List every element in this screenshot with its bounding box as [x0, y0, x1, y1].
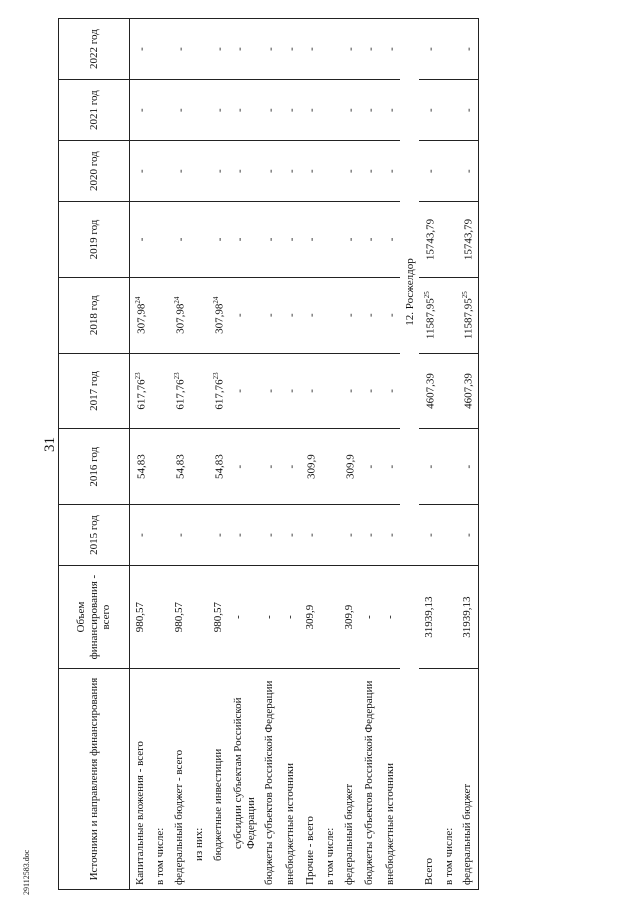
- row-year-value: [380, 353, 400, 429]
- header-year: 2022 год: [59, 19, 130, 80]
- row-year-value: [228, 277, 259, 353]
- header-year: 2018 год: [59, 277, 130, 353]
- page-number: 31: [42, 437, 58, 452]
- cell-value: -: [285, 313, 298, 318]
- row-year-value: [130, 353, 151, 429]
- row-label: внебюджетные источники: [280, 669, 300, 890]
- row-year-value: [419, 505, 439, 566]
- row-total: 309,9: [339, 566, 359, 669]
- cell-value: -: [463, 108, 476, 112]
- row-year-value: [320, 277, 339, 353]
- row-year-value: [300, 80, 320, 141]
- row-year-value: [339, 505, 359, 566]
- row-year-value: [259, 429, 279, 505]
- row-year-value: [457, 141, 478, 202]
- row-year-value: [419, 202, 439, 278]
- row-year-value: [380, 202, 400, 278]
- row-year-value: [208, 19, 228, 80]
- cell-value: 4607,39: [463, 373, 476, 409]
- cell-value: 11587,95: [463, 298, 476, 340]
- row-year-value: [259, 141, 279, 202]
- row-year-value: [439, 353, 458, 429]
- row-total: -: [228, 566, 259, 669]
- row-year-value: [150, 19, 169, 80]
- footnote-ref: 23: [211, 372, 220, 380]
- row-year-value: [169, 202, 189, 278]
- cell-value: -: [385, 47, 398, 51]
- row-year-value: [228, 80, 259, 141]
- row-label: федеральный бюджет: [339, 669, 359, 890]
- row-year-value: [439, 141, 458, 202]
- row-year-value: [457, 19, 478, 80]
- cell-value: -: [364, 108, 377, 112]
- cell-value: -: [305, 313, 318, 318]
- table-row: [419, 19, 439, 890]
- cell-value: -: [174, 108, 187, 112]
- row-year-value: [300, 141, 320, 202]
- table-container: [58, 18, 562, 890]
- row-year-value: [189, 202, 208, 278]
- row-year-value: [339, 19, 359, 80]
- row-year-value: [300, 202, 320, 278]
- row-year-value: [359, 202, 379, 278]
- cell-value: -: [385, 313, 398, 318]
- cell-value: 309,9: [305, 454, 318, 480]
- row-year-value: [169, 429, 189, 505]
- cell-value: -: [285, 169, 298, 173]
- row-year-value: [228, 19, 259, 80]
- row-year-value: [130, 19, 151, 80]
- cell-value: -: [305, 47, 318, 51]
- row-year-value: [259, 505, 279, 566]
- cell-value: 15743,79: [463, 218, 476, 261]
- row-year-value: [189, 19, 208, 80]
- cell-value: -: [174, 169, 187, 173]
- row-year-value: [169, 277, 189, 353]
- cell-value: -: [344, 108, 357, 112]
- cell-value: -: [364, 389, 377, 393]
- cell-value: -: [463, 533, 476, 537]
- cell-value: -: [233, 389, 246, 393]
- header-year: 2017 год: [59, 353, 130, 429]
- row-year-value: [359, 429, 379, 505]
- row-year-value: [300, 429, 320, 505]
- cell-value: 309,9: [344, 454, 357, 480]
- table-row: [259, 19, 279, 890]
- row-year-value: [280, 80, 300, 141]
- row-year-value: [150, 429, 169, 505]
- row-year-value: [457, 277, 478, 353]
- cell-value: 54,83: [213, 454, 226, 480]
- row-year-value: [280, 353, 300, 429]
- cell-value: -: [305, 169, 318, 173]
- row-year-value: [320, 141, 339, 202]
- financing-table: [58, 18, 479, 890]
- row-year-value: [419, 141, 439, 202]
- row-year-value: [228, 141, 259, 202]
- section-spacer: [400, 566, 419, 890]
- row-year-value: [130, 80, 151, 141]
- row-year-value: [457, 80, 478, 141]
- row-year-value: [130, 429, 151, 505]
- row-year-value: [439, 80, 458, 141]
- footnote-ref: 24: [211, 296, 220, 304]
- cell-value: -: [265, 169, 278, 173]
- row-year-value: [189, 353, 208, 429]
- cell-value: -: [233, 464, 246, 469]
- row-year-value: [208, 353, 228, 429]
- row-label: в том числе:: [439, 669, 458, 890]
- row-year-value: [439, 19, 458, 80]
- row-label: Капитальные вложения - всего: [130, 669, 151, 890]
- cell-value: 4607,39: [424, 373, 437, 409]
- cell-value: -: [424, 464, 437, 469]
- row-year-value: [150, 202, 169, 278]
- header-year: 2021 год: [59, 80, 130, 141]
- header-year: 2020 год: [59, 141, 130, 202]
- cell-value: -: [463, 47, 476, 51]
- row-year-value: [339, 141, 359, 202]
- cell-value: -: [364, 237, 377, 242]
- row-total: -: [359, 566, 379, 669]
- row-year-value: [150, 80, 169, 141]
- cell-value: -: [344, 533, 357, 537]
- row-year-value: [130, 202, 151, 278]
- row-year-value: [380, 429, 400, 505]
- cell-value: -: [305, 108, 318, 112]
- cell-value: -: [265, 237, 278, 242]
- cell-value: -: [424, 533, 437, 537]
- document-footer-code: 29112583.doc: [22, 849, 31, 895]
- row-year-value: [439, 277, 458, 353]
- row-year-value: [380, 19, 400, 80]
- row-total: [439, 566, 458, 669]
- row-label: в том числе:: [320, 669, 339, 890]
- row-year-value: [339, 202, 359, 278]
- row-year-value: [208, 141, 228, 202]
- cell-value: -: [344, 237, 357, 242]
- cell-value: -: [344, 313, 357, 318]
- row-year-value: [130, 277, 151, 353]
- cell-value: -: [213, 169, 226, 173]
- row-total: [320, 566, 339, 669]
- cell-value: -: [364, 169, 377, 173]
- cell-value: -: [213, 533, 226, 537]
- row-label: субсидии субъектам Российской Федерации: [228, 669, 259, 890]
- row-total: [150, 566, 169, 669]
- cell-value: 15743,79: [424, 218, 437, 261]
- cell-value: 54,83: [135, 454, 148, 480]
- footnote-ref: 24: [172, 296, 181, 304]
- row-year-value: [320, 202, 339, 278]
- footnote-ref: 25: [461, 291, 470, 299]
- cell-value: -: [174, 47, 187, 51]
- table-row: [169, 19, 189, 890]
- table-row: [208, 19, 228, 890]
- cell-value: -: [305, 237, 318, 242]
- cell-value: -: [135, 237, 148, 242]
- table-row: [457, 19, 478, 890]
- row-year-value: [339, 429, 359, 505]
- table-row: [320, 19, 339, 890]
- row-year-value: [359, 80, 379, 141]
- row-label: бюджеты субъектов Российской Федерации: [259, 669, 279, 890]
- row-year-value: [457, 429, 478, 505]
- row-label: федеральный бюджет - всего: [169, 669, 189, 890]
- row-year-value: [280, 141, 300, 202]
- row-year-value: [259, 353, 279, 429]
- row-year-value: [208, 429, 228, 505]
- cell-value: -: [233, 237, 246, 242]
- cell-value: 617,76: [135, 379, 148, 410]
- cell-value: -: [364, 47, 377, 51]
- section-row: [400, 19, 419, 890]
- row-year-value: [359, 353, 379, 429]
- row-year-value: [259, 202, 279, 278]
- row-year-value: [280, 505, 300, 566]
- row-year-value: [208, 202, 228, 278]
- table-row: [130, 19, 151, 890]
- row-total: [189, 566, 208, 669]
- cell-value: -: [385, 464, 398, 469]
- row-year-value: [320, 505, 339, 566]
- row-year-value: [189, 505, 208, 566]
- cell-value: -: [305, 389, 318, 393]
- section-title: 12. Росжелдор: [400, 19, 419, 566]
- cell-value: -: [135, 108, 148, 112]
- table-row: [189, 19, 208, 890]
- row-year-value: [457, 505, 478, 566]
- cell-value: -: [364, 313, 377, 318]
- cell-value: -: [233, 533, 246, 537]
- row-label: Всего: [419, 669, 439, 890]
- row-year-value: [208, 505, 228, 566]
- cell-value: 307,98: [213, 303, 226, 334]
- cell-value: -: [364, 533, 377, 537]
- cell-value: -: [233, 313, 246, 318]
- row-year-value: [300, 277, 320, 353]
- row-year-value: [320, 353, 339, 429]
- row-label: федеральный бюджет: [457, 669, 478, 890]
- cell-value: -: [285, 237, 298, 242]
- header-year: 2015 год: [59, 505, 130, 566]
- cell-value: -: [265, 108, 278, 112]
- row-year-value: [228, 505, 259, 566]
- cell-value: -: [213, 47, 226, 51]
- row-year-value: [419, 19, 439, 80]
- cell-value: 617,76: [174, 379, 187, 410]
- row-year-value: [359, 505, 379, 566]
- row-year-value: [300, 353, 320, 429]
- row-label: внебюджетные источники: [380, 669, 400, 890]
- row-year-value: [359, 19, 379, 80]
- row-year-value: [300, 505, 320, 566]
- row-year-value: [419, 353, 439, 429]
- row-total: 980,57: [169, 566, 189, 669]
- row-year-value: [380, 141, 400, 202]
- row-year-value: [419, 429, 439, 505]
- cell-value: -: [385, 533, 398, 537]
- table-row: [300, 19, 320, 890]
- row-total: -: [280, 566, 300, 669]
- row-year-value: [189, 80, 208, 141]
- header-total: Объем финансирования - всего: [59, 566, 130, 669]
- table-row: [380, 19, 400, 890]
- table-row: [150, 19, 169, 890]
- cell-value: -: [135, 533, 148, 537]
- cell-value: -: [344, 169, 357, 173]
- row-year-value: [208, 80, 228, 141]
- row-total: 31939,13: [457, 566, 478, 669]
- cell-value: -: [285, 533, 298, 537]
- row-year-value: [130, 141, 151, 202]
- row-year-value: [339, 80, 359, 141]
- row-year-value: [380, 80, 400, 141]
- row-year-value: [419, 277, 439, 353]
- cell-value: -: [174, 237, 187, 242]
- cell-value: -: [463, 169, 476, 173]
- row-year-value: [169, 505, 189, 566]
- cell-value: -: [265, 464, 278, 469]
- cell-value: -: [424, 169, 437, 173]
- header-row: [59, 19, 130, 890]
- header-year: 2016 год: [59, 429, 130, 505]
- table-row: [339, 19, 359, 890]
- cell-value: 54,83: [174, 454, 187, 480]
- cell-value: -: [213, 108, 226, 112]
- row-year-value: [150, 353, 169, 429]
- row-year-value: [300, 19, 320, 80]
- row-year-value: [259, 19, 279, 80]
- table-row: [280, 19, 300, 890]
- cell-value: 617,76: [213, 379, 226, 410]
- row-year-value: [280, 19, 300, 80]
- row-year-value: [339, 353, 359, 429]
- row-total: 980,57: [208, 566, 228, 669]
- cell-value: -: [385, 389, 398, 393]
- cell-value: -: [265, 389, 278, 393]
- row-year-value: [259, 80, 279, 141]
- row-year-value: [320, 429, 339, 505]
- cell-value: -: [265, 47, 278, 51]
- cell-value: -: [344, 389, 357, 393]
- cell-value: -: [344, 47, 357, 51]
- row-year-value: [169, 141, 189, 202]
- row-year-value: [208, 277, 228, 353]
- cell-value: -: [285, 389, 298, 393]
- cell-value: -: [135, 47, 148, 51]
- row-year-value: [280, 429, 300, 505]
- row-year-value: [320, 19, 339, 80]
- cell-value: -: [285, 108, 298, 112]
- cell-value: -: [135, 169, 148, 173]
- row-total: -: [259, 566, 279, 669]
- row-year-value: [320, 80, 339, 141]
- row-year-value: [439, 202, 458, 278]
- table-body: [130, 19, 479, 890]
- table-row: [228, 19, 259, 890]
- row-year-value: [457, 353, 478, 429]
- row-year-value: [150, 505, 169, 566]
- row-label: в том числе:: [150, 669, 169, 890]
- row-label: Прочие - всего: [300, 669, 320, 890]
- cell-value: -: [424, 108, 437, 112]
- header-year: 2019 год: [59, 202, 130, 278]
- row-label: бюджеты субъектов Российской Федерации: [359, 669, 379, 890]
- row-year-value: [169, 80, 189, 141]
- row-year-value: [150, 141, 169, 202]
- cell-value: -: [285, 464, 298, 469]
- cell-value: -: [285, 47, 298, 51]
- row-total: 980,57: [130, 566, 151, 669]
- row-year-value: [150, 277, 169, 353]
- row-year-value: [359, 277, 379, 353]
- cell-value: -: [265, 533, 278, 537]
- footnote-ref: 23: [134, 372, 142, 380]
- row-year-value: [339, 277, 359, 353]
- row-year-value: [189, 141, 208, 202]
- cell-value: -: [305, 533, 318, 537]
- row-total: -: [380, 566, 400, 669]
- footnote-ref: 23: [172, 372, 181, 380]
- row-year-value: [280, 277, 300, 353]
- row-year-value: [359, 141, 379, 202]
- cell-value: -: [424, 47, 437, 51]
- row-year-value: [169, 353, 189, 429]
- footnote-ref: 24: [134, 296, 142, 304]
- row-total: 31939,13: [419, 566, 439, 669]
- row-year-value: [380, 505, 400, 566]
- row-year-value: [280, 202, 300, 278]
- footnote-ref: 25: [422, 291, 431, 299]
- cell-value: -: [463, 464, 476, 469]
- cell-value: -: [385, 169, 398, 173]
- row-year-value: [439, 429, 458, 505]
- row-year-value: [228, 429, 259, 505]
- row-year-value: [189, 429, 208, 505]
- row-label: из них:: [189, 669, 208, 890]
- row-year-value: [130, 505, 151, 566]
- row-year-value: [439, 505, 458, 566]
- table-row: [359, 19, 379, 890]
- row-label: бюджетные инвестиции: [208, 669, 228, 890]
- table-row: [439, 19, 458, 890]
- header-source: Источники и направления финансирования: [59, 669, 130, 890]
- row-year-value: [259, 277, 279, 353]
- row-year-value: [228, 353, 259, 429]
- cell-value: -: [233, 47, 246, 51]
- cell-value: 11587,95: [424, 298, 437, 340]
- row-year-value: [419, 80, 439, 141]
- row-year-value: [457, 202, 478, 278]
- row-year-value: [228, 202, 259, 278]
- row-year-value: [189, 277, 208, 353]
- row-year-value: [169, 19, 189, 80]
- cell-value: -: [174, 533, 187, 537]
- cell-value: 307,98: [135, 303, 148, 334]
- row-total: 309,9: [300, 566, 320, 669]
- cell-value: -: [233, 169, 246, 173]
- cell-value: 307,98: [174, 303, 187, 334]
- cell-value: -: [364, 464, 377, 469]
- row-year-value: [380, 277, 400, 353]
- cell-value: -: [385, 237, 398, 242]
- cell-value: -: [233, 108, 246, 112]
- cell-value: -: [213, 237, 226, 242]
- cell-value: -: [385, 108, 398, 112]
- cell-value: -: [265, 313, 278, 318]
